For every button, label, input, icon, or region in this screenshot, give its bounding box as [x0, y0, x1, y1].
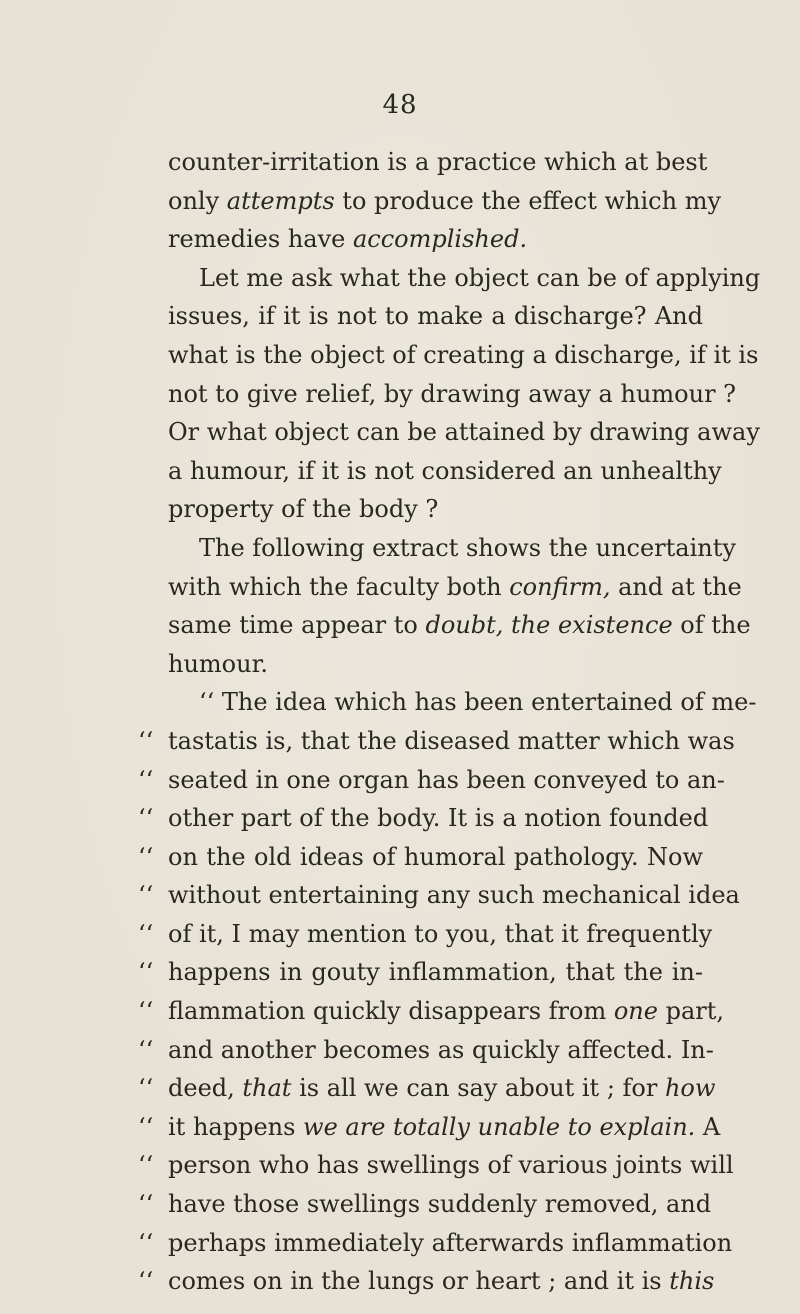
text-segment: seated in one organ has been conveyed to an-	[168, 765, 725, 794]
body-text	[138, 143, 761, 1301]
quote-mark: ‘‘	[138, 958, 154, 987]
quote-mark: ‘‘	[138, 726, 154, 755]
quote-mark: ‘‘	[138, 842, 154, 871]
text-segment: flammation quickly disappears from	[168, 997, 614, 1026]
text-segment: happens in gouty inflammation, that the in-	[168, 958, 703, 987]
text-segment: remedies have	[168, 225, 353, 254]
text-segment: A	[695, 1112, 721, 1141]
text-line	[168, 490, 703, 529]
text-line	[168, 375, 737, 414]
text-segment: tastatis is, that the diseased matter which was	[168, 726, 735, 755]
page-number: 48	[382, 90, 418, 120]
text-segment: and another becomes as quickly affected. In-	[168, 1035, 714, 1064]
text-segment: Or what object can be attained by drawing away	[168, 418, 760, 447]
quote-mark: ‘‘	[138, 765, 154, 794]
text-line	[138, 761, 725, 800]
text-segment: have those swellings suddenly removed, and	[168, 1190, 712, 1219]
text-segment: The following extract shows the uncertainty	[199, 533, 736, 562]
quote-mark: ‘‘	[138, 1228, 154, 1257]
italic-text: attempts	[226, 186, 335, 215]
text-segment: with which the faculty both	[168, 572, 510, 601]
text-line	[138, 799, 709, 838]
text-segment: person who has swellings of various joints will	[168, 1151, 734, 1180]
text-line	[168, 683, 757, 722]
text-line	[138, 992, 725, 1031]
text-segment: without entertaining any such mechanical idea	[168, 881, 740, 910]
quote-mark: ‘‘	[138, 804, 154, 833]
quote-mark: ‘‘	[138, 919, 154, 948]
text-line	[138, 915, 713, 954]
italic-text: that	[242, 1074, 292, 1103]
text-segment: same time appear to	[168, 611, 426, 640]
text-segment: and at the	[610, 572, 742, 601]
text-segment: property of the body ?	[168, 495, 439, 524]
italic-text: one	[613, 997, 658, 1026]
text-line	[168, 568, 742, 607]
text-line	[138, 722, 735, 761]
quote-mark: ‘‘	[138, 881, 154, 910]
italic-text: confirm,	[509, 572, 611, 601]
text-line	[168, 143, 708, 182]
quote-mark: ‘‘	[138, 1190, 154, 1219]
italic-text: how	[664, 1074, 716, 1103]
text-segment: to produce the effect which my	[334, 186, 722, 215]
text-segment: not to give relief, by drawing away a humour ?	[168, 379, 737, 408]
text-segment: issues, if it is not to make a discharge? And	[168, 302, 703, 331]
text-segment: ‘‘ The idea which has been entertained of me-	[199, 688, 757, 717]
text-line	[168, 413, 760, 452]
quote-mark: ‘‘	[138, 1267, 154, 1296]
italic-text: accomplished.	[352, 225, 528, 254]
quote-mark: ‘‘	[138, 997, 154, 1026]
text-segment: a humour, if it is not considered an unhealthy	[168, 456, 722, 485]
text-line	[138, 1031, 714, 1070]
text-line	[138, 1262, 715, 1301]
text-line	[138, 1185, 712, 1224]
text-line	[138, 953, 703, 992]
italic-text: we are totally unable to explain.	[303, 1112, 696, 1141]
quote-mark: ‘‘	[138, 1112, 154, 1141]
text-line	[168, 452, 722, 491]
text-segment: only	[168, 186, 227, 215]
text-segment: comes on in the lungs or heart ; and it is	[168, 1267, 670, 1296]
text-line	[138, 876, 740, 915]
text-segment: what is the object of creating a discharge, if it is	[168, 340, 759, 369]
text-line	[138, 1224, 733, 1263]
text-line	[168, 336, 759, 375]
text-line	[168, 182, 722, 221]
text-segment: part,	[657, 997, 725, 1026]
quote-mark: ‘‘	[138, 1074, 154, 1103]
text-segment: deed,	[168, 1074, 243, 1103]
text-segment: of it, I may mention to you, that it frequently	[168, 919, 713, 948]
text-segment: other part of the body. It is a notion founded	[168, 804, 709, 833]
italic-text: doubt, the existence	[425, 611, 673, 640]
italic-text: this	[669, 1267, 715, 1296]
text-segment: Let me ask what the object can be of applying	[199, 263, 761, 292]
text-segment: on the old ideas of humoral pathology. Now	[168, 842, 703, 871]
text-line	[168, 645, 703, 684]
text-line	[138, 838, 703, 877]
quote-mark: ‘‘	[138, 1151, 154, 1180]
text-segment: humour.	[168, 649, 269, 678]
text-line	[138, 1069, 716, 1108]
text-line	[138, 1108, 721, 1147]
text-line	[168, 220, 703, 259]
text-line	[168, 606, 751, 645]
text-line	[168, 259, 761, 298]
text-segment: is all we can say about it ; for	[291, 1074, 665, 1103]
text-line	[168, 297, 703, 336]
text-segment: counter-irritation is a practice which at best	[168, 148, 708, 176]
text-line	[168, 529, 736, 568]
text-segment: of the	[672, 611, 751, 640]
text-segment: it happens	[168, 1112, 304, 1141]
text-line	[138, 1146, 734, 1185]
text-segment: perhaps immediately afterwards inflammation	[168, 1228, 733, 1257]
quote-mark: ‘‘	[138, 1035, 154, 1064]
